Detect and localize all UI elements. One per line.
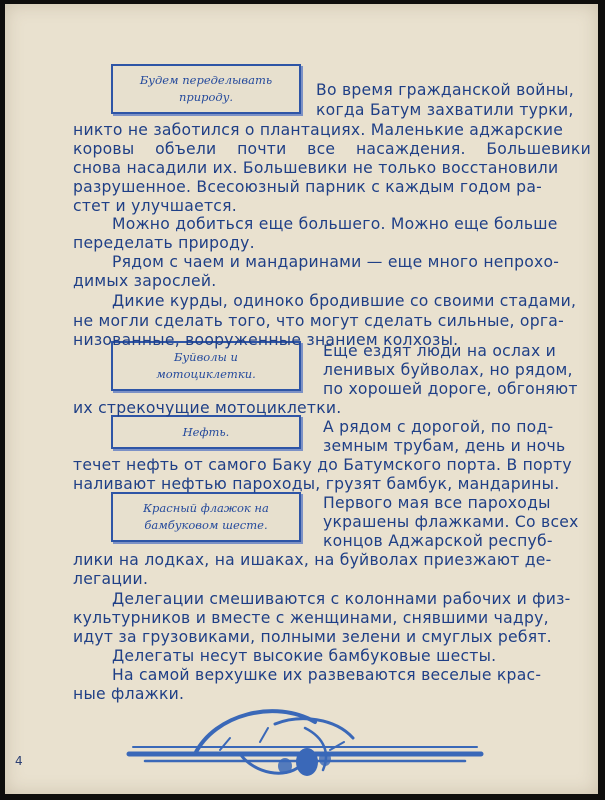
text-line: украшены флажками. Со всех (323, 513, 579, 531)
text-line: Можно добиться еще большего. Можно еще больше (112, 215, 558, 233)
text-line: легации. (73, 570, 149, 588)
text-word: все (307, 140, 336, 158)
text-word: насаждения. (355, 140, 466, 158)
text-line: земным трубам, день и ночь (323, 437, 566, 455)
text-word: Большевики (486, 140, 591, 158)
text-line: никто не заботился о плантациях. Маленькие аджарские (73, 121, 564, 139)
sidebar-box-nature (111, 64, 301, 114)
text-line: по хорошей дороге, обгоняют (323, 380, 578, 398)
text-line: лики на лодках, на ишаках, на буйволах приезжают де- (73, 551, 552, 569)
text-word: коровы (73, 140, 135, 158)
text-line (73, 139, 591, 159)
sidebar-text: бамбуковом шесте. (144, 518, 268, 532)
sidebar-text: Буйволы и (174, 350, 238, 364)
sidebar-box-flag (111, 492, 301, 542)
text-line: ные флажки. (73, 685, 185, 703)
text-line: Делегации смешиваются с колоннами рабочих и физ- (112, 590, 571, 608)
sidebar-box-oil (111, 415, 301, 449)
text-line: разрушенное. Всесоюзный парник с каждым годом ра- (73, 178, 542, 196)
text-line: их стрекочущие мотоциклетки. (73, 399, 342, 417)
page-number: 4 (15, 754, 23, 768)
text-line: А рядом с дорогой, по под- (323, 418, 554, 436)
sidebar-text: Красный флажок на (143, 501, 269, 515)
text-line: ленивых буйволах, но рядом, (323, 361, 573, 379)
text-line: снова насадили их. Большевики не только восстановили (73, 159, 559, 177)
text-line: Во время гражданской войны, (316, 81, 574, 99)
book-page (5, 4, 598, 794)
text-line: Первого мая все пароходы (323, 494, 551, 512)
text-line: Рядом с чаем и мандаринами — еще много непрохо- (112, 253, 560, 271)
text-line: Еще ездят люди на ослах и (323, 342, 557, 360)
text-word: почти (237, 140, 287, 158)
sidebar-text: мотоциклетки. (156, 367, 256, 381)
text-line: димых зарослей. (73, 272, 217, 290)
text-line: На самой верхушке их развеваются веселые крас- (112, 666, 542, 684)
text-line: Делегаты несут высокие бамбуковые шесты. (112, 647, 497, 665)
sidebar-text: Нефть. (182, 424, 230, 439)
text-line: Дикие курды, одиноко бродившие со своими стадами, (112, 292, 577, 310)
text-line: низованные, вооруженные знанием колхозы. (73, 331, 459, 349)
text-line: концов Аджарской респуб- (323, 532, 553, 550)
text-line: наливают нефтью пароходы, грузят бамбук, мандарины. (73, 475, 560, 493)
text-line: течет нефть от самого Баку до Батумского порта. В порту (73, 456, 572, 474)
text-line: идут за грузовиками, полными зелени и смуглых ребят. (73, 628, 552, 646)
text-word: объели (155, 140, 217, 158)
sidebar-text: природу. (178, 90, 234, 104)
sidebar-text: Будем переделывать (139, 73, 273, 87)
text-line: переделать природу. (73, 234, 255, 252)
text-line: стет и улучшается. (73, 197, 237, 215)
bamboo-ornament-icon (125, 704, 485, 784)
text-line: культурников и вместе с женщинами, снявшими чадру, (73, 609, 549, 627)
text-line: не могли сделать того, что могут сделать сильные, орга- (73, 312, 564, 330)
text-line: когда Батум захватили турки, (316, 101, 574, 119)
